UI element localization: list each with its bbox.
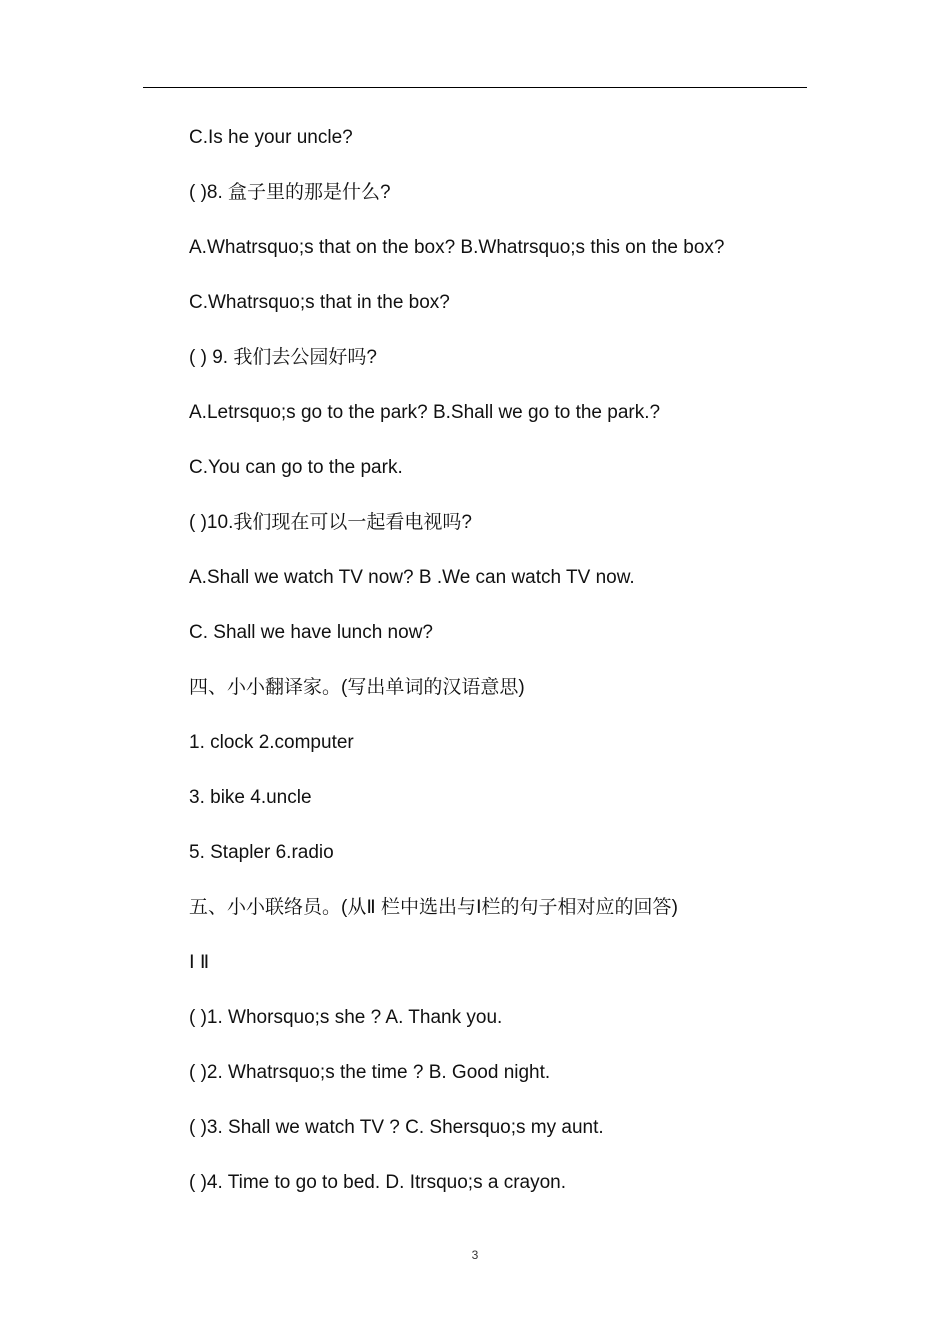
- translation-item: 5. Stapler 6.radio: [189, 842, 334, 863]
- question-9-option-c: C.You can go to the park.: [189, 457, 403, 478]
- section-4-heading: 四、小小翻译家。(写出单词的汉语意思): [189, 677, 525, 698]
- translation-item: 3. bike 4.uncle: [189, 787, 312, 808]
- question-9: ( ) 9. 我们去公园好吗?: [189, 347, 377, 368]
- translation-item: 1. clock 2.computer: [189, 732, 354, 753]
- page-number: 3: [471, 1248, 479, 1262]
- question-10-option-c: C. Shall we have lunch now?: [189, 622, 433, 643]
- matching-item: ( )3. Shall we watch TV ? C. Shersquo;s my aunt.: [189, 1117, 604, 1138]
- question-8: ( )8. 盒子里的那是什么?: [189, 182, 391, 203]
- question-8-options: A.Whatrsquo;s that on the box? B.Whatrsquo;s this on the box?: [189, 237, 725, 258]
- matching-item: ( )2. Whatrsquo;s the time ? B. Good night.: [189, 1062, 551, 1083]
- header-rule: [143, 87, 807, 88]
- question-8-option-c: C.Whatrsquo;s that in the box?: [189, 292, 450, 313]
- question-10: ( )10.我们现在可以一起看电视吗?: [189, 512, 472, 533]
- document-body: [189, 120, 829, 1220]
- section-5-heading: 五、小小联络员。(从Ⅱ 栏中选出与Ⅰ栏的句子相对应的回答): [189, 897, 678, 918]
- text-line: C.Is he your uncle?: [189, 127, 353, 148]
- column-headers: Ⅰ Ⅱ: [189, 952, 210, 973]
- matching-item: ( )1. Whorsquo;s she ? A. Thank you.: [189, 1007, 503, 1028]
- question-10-options: A.Shall we watch TV now? B .We can watch TV now.: [189, 567, 635, 588]
- matching-item: ( )4. Time to go to bed. D. Itrsquo;s a crayon.: [189, 1172, 567, 1193]
- question-9-options: A.Letrsquo;s go to the park? B.Shall we go to the park.?: [189, 402, 661, 423]
